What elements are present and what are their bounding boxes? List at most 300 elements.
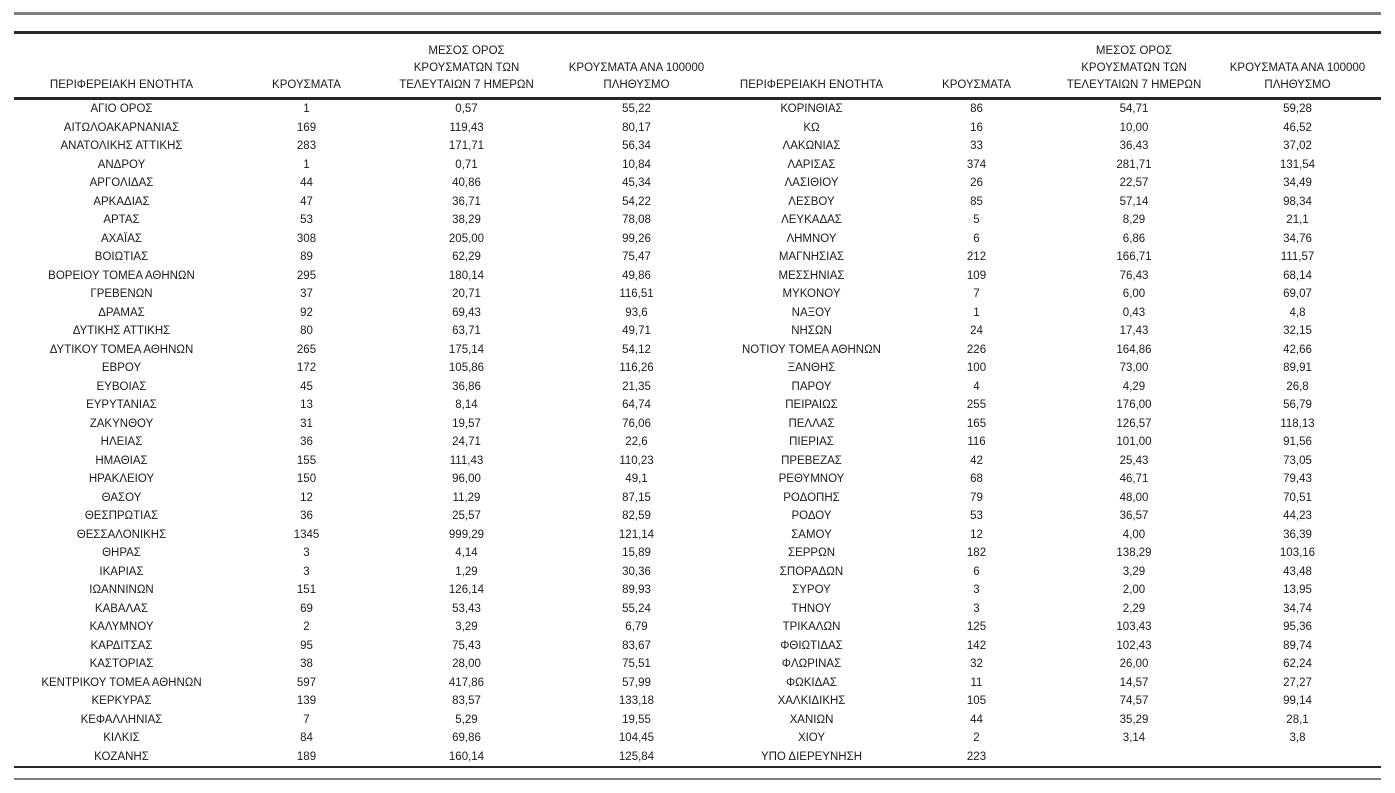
value-cell: 180,14 [448,269,485,282]
value-cell: 36 [300,436,313,448]
value-cell: 96,00 [452,473,481,485]
table-row [14,692,1381,711]
value-cell: 0,43 [1122,306,1146,319]
value-cell: 171,71 [448,140,485,152]
value-cell: 4,8 [1289,306,1306,319]
region-name-cell: ΕΥΡΥΤΑΝΙΑΣ [86,399,157,411]
table-row [14,285,1381,304]
value-cell: 283 [296,140,317,152]
value-cell: 2 [303,621,310,633]
value-cell: 53 [300,214,313,226]
value-cell: 40,86 [452,177,481,189]
value-cell: 99,14 [1283,695,1312,707]
value-cell: 151 [296,584,317,596]
region-name-cell: ΚΑΡΔΙΤΣΑΣ [90,639,153,652]
value-cell: 15,89 [622,547,651,559]
table-row [14,341,1381,360]
table-body [14,99,1381,768]
table-row [14,507,1381,526]
value-cell: 84 [300,732,313,744]
value-cell: 62,29 [452,251,481,263]
region-name-cell: ΘΑΣΟΥ [101,491,142,504]
table-row [14,748,1381,768]
header-cases-left-label: ΚΡΟΥΣΜΑΤΑ [272,79,341,91]
header-avg7-right-line1: ΜΕΣΟΣ ΟΡΟΣ [1095,45,1173,57]
value-cell: 111,43 [449,454,484,467]
value-cell: 12 [300,491,313,504]
value-cell: 74,57 [1119,695,1149,707]
table-row [14,119,1381,138]
value-cell: 16 [970,121,983,134]
region-name-cell: ΠΕΙΡΑΙΩΣ [785,399,838,411]
region-name-cell: ΚΑΒΑΛΑΣ [94,602,149,615]
value-cell: 3,29 [455,621,478,633]
value-cell: 116,51 [619,288,654,300]
region-name-cell: ΡΟΔΟΠΗΣ [783,491,840,504]
value-cell: 7 [973,288,980,300]
region-name-cell: ΛΗΜΝΟΥ [786,232,837,245]
value-cell: 33 [970,140,983,152]
value-cell: 46,52 [1283,121,1312,134]
table-row [14,304,1381,323]
value-cell: 155 [296,454,317,467]
region-name-cell: ΑΙΤΩΛΟΑΚΑΡΝΑΝΙΑΣ [63,121,180,134]
region-name-cell: ΦΛΩΡΙΝΑΣ [781,658,842,670]
value-cell: 36,57 [1119,510,1149,522]
regional-cases-table [14,31,1381,768]
header-avg7-left-line3: ΤΕΛΕΥΤΑΙΩΝ 7 ΗΜΕΡΩΝ [399,79,534,91]
value-cell: 2 [973,732,980,744]
value-cell: 3 [973,584,980,596]
value-cell: 32 [970,658,983,670]
value-cell: 25,57 [452,510,481,522]
value-cell: 126,14 [448,584,485,596]
region-name-cell: ΑΓΙΟ ΟΡΟΣ [90,103,153,115]
region-name-cell: ΦΘΙΩΤΙΔΑΣ [780,639,843,652]
header-avg7-right-line3: ΤΕΛΕΥΤΑΙΩΝ 7 ΗΜΕΡΩΝ [1066,79,1202,91]
value-cell: 95 [300,639,313,652]
value-cell: 121,14 [618,528,655,541]
value-cell: 3 [973,602,980,615]
region-name-cell: ΗΜΑΘΙΑΣ [95,454,148,467]
value-cell: 31 [300,417,313,430]
region-name-cell: ΑΧΑΪΑΣ [101,232,142,245]
table-row [14,433,1381,452]
value-cell: 57,99 [622,676,651,689]
header-per100k-right-line1: ΚΡΟΥΣΜΑΤΑ ΑΝΑ 100000 [1229,62,1366,74]
region-name-cell: ΤΡΙΚΑΛΩΝ [782,621,841,633]
value-cell: 417,86 [448,676,485,689]
value-cell: 1 [303,103,310,115]
value-cell: 13 [300,399,313,411]
value-cell: 19,57 [452,417,481,430]
value-cell: 10,84 [622,158,651,171]
value-cell: 11,29 [452,491,481,504]
value-cell: 89,91 [1283,362,1312,374]
value-cell: 1,29 [455,565,478,578]
top-outer-rule [14,12,1381,15]
value-cell: 138,29 [1116,547,1152,559]
value-cell: 30,36 [622,565,651,578]
value-cell: 73,00 [1119,362,1149,374]
bottom-outer-rule [14,778,1381,780]
value-cell: 95,36 [1283,621,1312,633]
region-name-cell: ΣΕΡΡΩΝ [787,547,836,559]
value-cell: 1 [973,306,980,319]
value-cell: 63,71 [452,325,481,337]
table-row [14,99,1381,119]
table-row [14,156,1381,175]
value-cell: 597 [296,676,317,689]
region-name-cell: ΚΑΣΤΟΡΙΑΣ [89,658,154,670]
region-name-cell: ΒΟΙΩΤΙΑΣ [94,251,149,263]
value-cell: 46,71 [1119,473,1149,485]
region-name-cell: ΘΕΣΠΡΩΤΙΑΣ [84,510,159,522]
value-cell: 10,00 [1119,121,1149,134]
table-row [14,359,1381,378]
value-cell: 54,22 [622,195,651,208]
value-cell: 38,29 [452,214,481,226]
header-row [14,33,1381,99]
value-cell: 49,86 [622,269,651,282]
region-name-cell: ΕΒΡΟΥ [101,362,142,374]
value-cell: 64,74 [622,399,651,411]
region-name-cell: ΝΗΣΩΝ [791,325,832,337]
value-cell: 3 [303,547,310,559]
value-cell: 374 [966,158,987,171]
value-cell: 164,86 [1116,343,1152,356]
value-cell: 36,86 [452,380,481,393]
region-name-cell: ΣΥΡΟΥ [792,584,831,596]
value-cell: 999,29 [448,528,485,541]
region-name-cell: ΔΡΑΜΑΣ [98,306,145,319]
value-cell: 308 [296,232,317,245]
region-name-cell: ΒΟΡΕΙΟΥ ΤΟΜΕΑ ΑΘΗΝΩΝ [48,269,195,282]
region-name-cell: ΜΕΣΣΗΝΙΑΣ [778,269,845,282]
value-cell: 26,00 [1119,658,1149,670]
value-cell: 176,00 [1116,399,1152,411]
region-name-cell: ΞΑΝΘΗΣ [787,362,836,374]
value-cell: 4,29 [1122,380,1146,393]
value-cell: 12 [970,528,983,541]
table-row [14,452,1381,471]
value-cell: 111,57 [1280,251,1315,263]
region-name-cell: ΥΠΟ ΔΙΕΡΕΥΝΗΣΗ [724,748,899,768]
value-cell: 125,84 [549,748,724,768]
region-name-cell: ΚΟΖΑΝΗΣ [14,748,229,768]
value-cell: 54,12 [622,343,651,356]
value-cell: 105,86 [448,362,485,374]
region-name-cell: ΣΑΜΟΥ [791,528,832,541]
header-region-right-label: ΠΕΡΙΦΕΡΕΙΑΚΗ ΕΝΟΤΗΤΑ [739,79,884,91]
value-cell: 142 [966,639,987,652]
header-cases-left [229,33,384,99]
value-cell: 103,16 [1279,547,1316,559]
value-cell: 83,57 [452,695,481,707]
value-cell: 265 [296,343,317,356]
value-cell [1214,748,1381,768]
value-cell: 35,29 [1119,713,1149,726]
value-cell: 0,71 [455,158,478,171]
value-cell: 69 [300,602,313,615]
value-cell: 3 [303,565,310,578]
value-cell: 53 [970,510,983,522]
value-cell: 83,67 [622,639,651,652]
value-cell: 126,57 [1116,417,1152,430]
value-cell: 100 [966,362,987,374]
table-row [14,729,1381,748]
value-cell: 34,76 [1283,232,1312,245]
value-cell: 54,71 [1119,103,1149,115]
value-cell: 119,43 [449,121,484,134]
value-cell: 79 [970,491,983,504]
value-cell: 205,00 [448,232,485,245]
value-cell: 28,00 [452,658,481,670]
value-cell: 45 [300,380,313,393]
value-cell: 36,71 [452,195,481,208]
value-cell: 21,1 [1286,214,1309,226]
value-cell: 131,54 [1279,158,1316,171]
value-cell: 85 [970,195,983,208]
table-row [14,322,1381,341]
value-cell: 4 [973,380,980,393]
value-cell: 14,57 [1119,676,1149,689]
value-cell: 189 [229,748,384,768]
value-cell: 105 [966,695,987,707]
table-row [14,637,1381,656]
header-cases-right [899,33,1054,99]
table-row [14,267,1381,286]
header-avg7-left-line2: ΚΡΟΥΣΜΑΤΩΝ ΤΩΝ [413,62,520,74]
table-row [14,489,1381,508]
value-cell: 139 [296,695,317,707]
value-cell: 22,57 [1119,177,1149,189]
value-cell: 89,74 [1283,639,1312,652]
value-cell: 2,29 [1122,602,1146,615]
value-cell: 93,6 [625,306,648,319]
value-cell: 56,34 [622,140,651,152]
value-cell: 133,18 [618,695,655,707]
value-cell: 53,43 [452,602,481,615]
region-name-cell: ΖΑΚΥΝΘΟΥ [89,417,154,430]
region-name-cell: ΝΑΞΟΥ [791,306,832,319]
value-cell: 1 [303,158,310,171]
value-cell: 255 [966,399,987,411]
header-per100k-left-line2: ΠΛΗΘΥΣΜΟ [603,79,670,91]
value-cell: 26,8 [1286,380,1309,393]
value-cell: 34,49 [1283,177,1312,189]
region-name-cell: ΠΑΡΟΥ [791,380,832,393]
value-cell: 5,29 [455,713,478,726]
value-cell: 172 [296,362,317,374]
region-name-cell: ΛΕΣΒΟΥ [788,195,835,208]
region-name-cell: ΚΙΛΚΙΣ [103,732,140,744]
value-cell: 79,43 [1283,473,1312,485]
value-cell: 3,14 [1122,732,1146,744]
value-cell: 19,55 [622,713,651,726]
value-cell: 21,35 [622,380,651,393]
value-cell: 3,8 [1289,732,1306,744]
table-row [14,711,1381,730]
header-avg7-left [384,33,549,99]
value-cell: 281,71 [1116,158,1152,171]
value-cell: 24,71 [452,436,481,448]
region-name-cell: ΠΕΛΛΑΣ [788,417,835,430]
region-name-cell: ΛΑΚΩΝΙΑΣ [782,140,841,152]
region-name-cell: ΙΚΑΡΙΑΣ [99,565,144,578]
value-cell: 44 [300,177,313,189]
value-cell: 2,00 [1122,584,1146,596]
value-cell: 212 [966,251,987,263]
value-cell: 69,43 [452,306,481,319]
table-row [14,618,1381,637]
header-avg7-left-line1: ΜΕΣΟΣ ΟΡΟΣ [428,45,505,57]
value-cell: 175,14 [448,343,485,356]
value-cell: 48,00 [1119,491,1149,504]
table-row [14,655,1381,674]
region-name-cell: ΔΥΤΙΚΗΣ ΑΤΤΙΚΗΣ [72,325,171,337]
value-cell: 13,95 [1283,584,1312,596]
region-name-cell: ΠΡΕΒΕΖΑΣ [781,454,842,467]
value-cell: 37,02 [1283,140,1312,152]
region-name-cell: ΛΑΣΙΘΙΟΥ [784,177,839,189]
region-name-cell: ΘΗΡΑΣ [102,547,141,559]
value-cell: 55,22 [622,103,651,115]
region-name-cell: ΕΥΒΟΙΑΣ [96,380,147,393]
table-row [14,174,1381,193]
region-name-cell: ΤΗΝΟΥ [791,602,832,615]
value-cell: 103,43 [1116,621,1152,633]
value-cell: 27,27 [1283,676,1312,689]
value-cell: 11 [970,676,983,689]
region-name-cell: ΚΕΦΑΛΛΗΝΙΑΣ [80,713,163,726]
value-cell: 116,26 [619,362,654,374]
value-cell: 8,29 [1122,214,1146,226]
value-cell: 34,74 [1283,602,1312,615]
region-name-cell: ΑΝΔΡΟΥ [97,158,146,171]
region-name-cell: ΣΠΟΡΑΔΩΝ [779,565,844,578]
value-cell: 42,66 [1283,343,1312,356]
value-cell: 6,79 [625,621,648,633]
value-cell: 118,13 [1280,417,1315,430]
table-row [14,600,1381,619]
header-per100k-left-line1: ΚΡΟΥΣΜΑΤΑ ΑΝΑ 100000 [568,62,705,74]
value-cell: 59,28 [1283,103,1312,115]
region-name-cell: ΚΕΝΤΡΙΚΟΥ ΤΟΜΕΑ ΑΘΗΝΩΝ [41,676,202,689]
value-cell: 78,08 [622,214,651,226]
value-cell: 70,51 [1283,491,1312,504]
value-cell: 36 [300,510,313,522]
value-cell: 99,26 [622,232,651,245]
value-cell: 47 [300,195,313,208]
value-cell: 89 [300,251,313,263]
value-cell: 37 [300,288,313,300]
table-row [14,193,1381,212]
value-cell: 6 [973,565,980,578]
table-row [14,415,1381,434]
value-cell: 5 [973,214,980,226]
value-cell: 68,14 [1283,269,1312,282]
value-cell: 92 [300,306,313,319]
value-cell: 1345 [293,528,320,541]
table-row [14,211,1381,230]
value-cell: 75,51 [622,658,651,670]
value-cell: 166,71 [1116,251,1152,263]
region-name-cell: ΚΑΛΥΜΝΟΥ [89,621,154,633]
header-per100k-right [1214,33,1381,99]
value-cell: 42 [970,454,983,467]
value-cell: 8,14 [455,399,478,411]
region-name-cell: ΡΟΔΟΥ [791,510,832,522]
table-row [14,137,1381,156]
table-row [14,674,1381,693]
value-cell: 80,17 [622,121,651,134]
region-name-cell: ΚΩ [803,121,820,134]
region-name-cell: ΛΑΡΙΣΑΣ [787,158,836,171]
value-cell: 102,43 [1116,639,1152,652]
value-cell: 76,06 [622,417,651,430]
region-name-cell: ΗΡΑΚΛΕΙΟΥ [88,473,155,485]
region-name-cell: ΓΡΕΒΕΝΩΝ [90,288,153,300]
header-cases-right-label: ΚΡΟΥΣΜΑΤΑ [942,79,1011,91]
value-cell: 75,47 [622,251,651,263]
value-cell: 38 [300,658,313,670]
region-name-cell: ΧΑΛΚΙΔΙΚΗΣ [777,695,846,707]
value-cell: 91,56 [1283,436,1312,448]
region-name-cell: ΦΩΚΙΔΑΣ [785,676,838,689]
value-cell: 169 [296,121,317,134]
region-name-cell: ΗΛΕΙΑΣ [100,436,143,448]
value-cell: 22,6 [625,436,648,448]
region-name-cell: ΠΙΕΡΙΑΣ [789,436,834,448]
region-name-cell: ΑΝΑΤΟΛΙΚΗΣ ΑΤΤΙΚΗΣ [60,140,183,152]
value-cell: 69,07 [1283,288,1312,300]
region-name-cell: ΜΑΓΝΗΣΙΑΣ [778,251,845,263]
value-cell: 101,00 [1116,436,1152,448]
region-name-cell: ΛΕΥΚΑΔΑΣ [781,214,842,226]
value-cell: 165 [966,417,987,430]
value-cell: 44 [970,713,983,726]
value-cell: 6 [973,232,980,245]
table-row [14,544,1381,563]
table-row [14,378,1381,397]
value-cell: 109 [966,269,987,282]
value-cell: 125 [966,621,987,633]
value-cell: 36,43 [1119,140,1149,152]
value-cell [1054,748,1214,768]
table-row [14,470,1381,489]
value-cell: 160,14 [384,748,549,768]
value-cell: 150 [296,473,317,485]
region-name-cell: ΡΕΘΥΜΝΟΥ [778,473,845,485]
header-avg7-right [1054,33,1214,99]
value-cell: 32,15 [1283,325,1312,337]
value-cell: 6,86 [1122,232,1146,245]
header-per100k-left [549,33,724,99]
region-name-cell: ΝΟΤΙΟΥ ΤΟΜΕΑ ΑΘΗΝΩΝ [742,343,881,356]
value-cell: 6,00 [1122,288,1146,300]
value-cell: 75,43 [452,639,481,652]
table-row [14,396,1381,415]
region-name-cell: ΑΡΤΑΣ [103,214,140,226]
table-row [14,563,1381,582]
value-cell: 17,43 [1119,325,1149,337]
value-cell: 25,43 [1119,454,1149,467]
value-cell: 226 [966,343,987,356]
value-cell: 62,24 [1283,658,1312,670]
value-cell: 57,14 [1119,195,1149,208]
value-cell: 26 [970,177,983,189]
